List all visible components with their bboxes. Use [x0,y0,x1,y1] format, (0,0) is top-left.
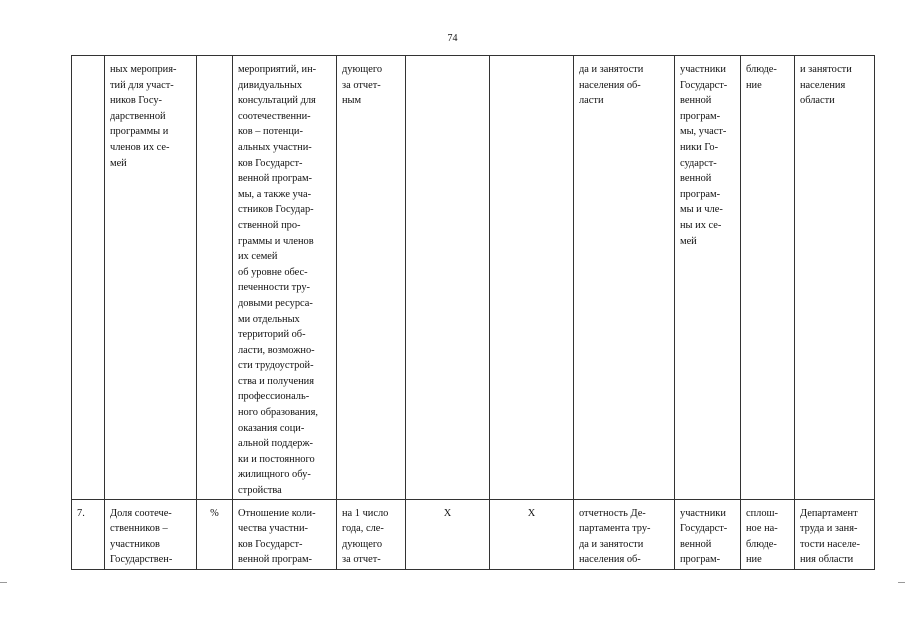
cell-observation-object: участники Государст- венной програм- мы, участ- ники Го- сударст- венной програм- мы и чле- ны их се- мей [675,56,741,500]
cell-definition: Отношение коли- чества участни- ков Государст- венной програм- [233,499,337,569]
cell-data-source: отчетность Де- партамента тру- да и занятости населения об- [574,499,675,569]
cell-observation-object: участники Государст- венной програм- [675,499,741,569]
cell-unit [197,56,233,500]
cell-responsible: и занятости населения области [795,56,875,500]
cell-indicator-name: ных мероприя- тий для участ- ников Госу- дарственной программы и членов их се- мей [105,56,197,500]
cell-observation-method: блюде- ние [741,56,795,500]
cell-algorithm [406,56,490,500]
cell-time-characteristic: на 1 число года, сле- дующего за отчет- [337,499,406,569]
scan-edge-mark-left [0,582,7,583]
cell-basic-indicators [490,56,574,500]
cell-basic-indicators: X [490,499,574,569]
cell-time-characteristic: дующего за отчет- ным [337,56,406,500]
cell-number: 7. [72,499,105,569]
cell-unit: % [197,499,233,569]
table-row-7 [72,499,875,569]
scan-edge-mark-right [898,582,905,583]
indicator-table [71,55,875,570]
cell-number [72,56,105,500]
cell-responsible: Департамент труда и заня- тости населе- ния области [795,499,875,569]
cell-observation-method: сплош- ное на- блюде- ние [741,499,795,569]
cell-definition: мероприятий, ин- дивидуальных консультаций для соотечественни- ков – потенци- альных участни- ков Государст- венной програм- мы, а также уча- стников Государ- ственной про- граммы и членов их семей об уровне обес- печенности тру- довыми ресурса- ми отдельных территорий об- ласти, возможно- сти трудоустрой- ства и получения профессиональ- ного образования, оказания соци- альной поддерж- ки и постоянного жилищного обу- стройства [233,56,337,500]
cell-data-source: да и занятости населения об- ласти [574,56,675,500]
page-number: 74 [447,33,458,44]
cell-indicator-name: Доля соотече- ственников – участников Государствен- [105,499,197,569]
cell-algorithm: X [406,499,490,569]
table-row-continued [72,56,875,500]
